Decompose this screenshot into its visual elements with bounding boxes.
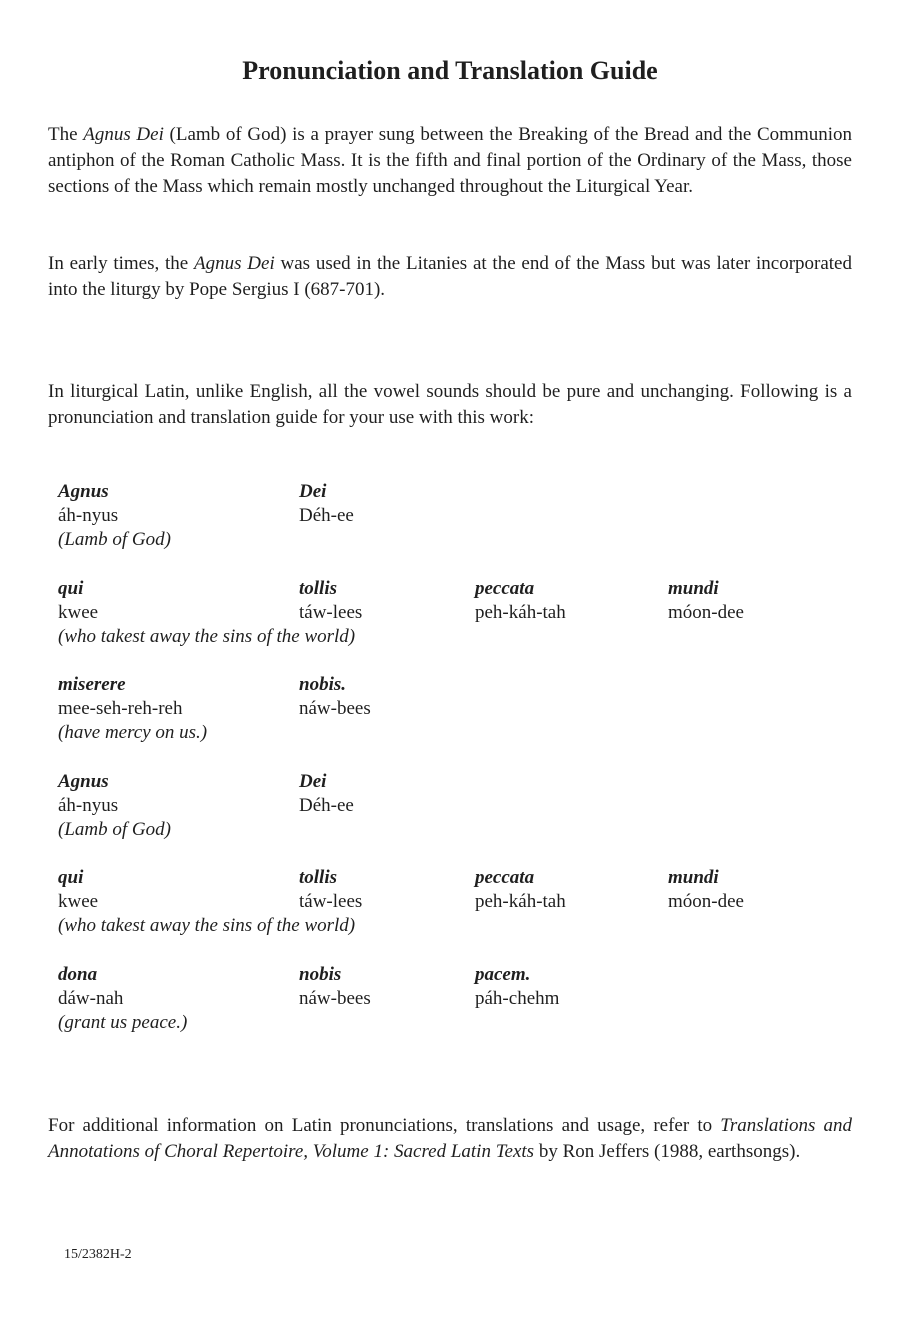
guide-row	[58, 866, 852, 963]
latin-word: qui	[58, 577, 84, 599]
guide-word	[58, 577, 98, 625]
latin-word: peccata	[475, 577, 535, 599]
guide-word	[299, 577, 362, 625]
agnus-dei-italic: Agnus Dei	[194, 253, 275, 274]
latin-word: Agnus	[58, 481, 109, 502]
latin-word: Dei	[299, 770, 327, 792]
pronunciation: Déh-ee	[299, 794, 354, 816]
intro-paragraph-2: In early times, the Agnus Dei was used in the Litanies at the end of the Mass but was later incorporated into the liturgy by Pope Sergius I (687-701).	[48, 253, 852, 300]
guide-word	[299, 866, 362, 914]
pronunciation: dáw-nah	[58, 987, 124, 1009]
guide-word	[475, 577, 566, 625]
pronunciation: táw-lees	[299, 601, 363, 623]
latin-word: mundi	[668, 867, 719, 888]
latin-word: peccata	[475, 867, 535, 888]
guide-word	[58, 866, 98, 914]
guide-row	[58, 963, 852, 1060]
pronunciation-guide-table	[58, 480, 852, 1059]
intro-paragraph-1: The Agnus Dei (Lamb of God) is a prayer sung between the Breaking of the Bread and the Communion antiphon of the Roman Catholic Mass. It is the fifth and final portion of the Ordinary of the Mass, those sections of the Mass which remain mostly unchanged throughout the Liturgical Year.	[48, 124, 853, 197]
translation: (grant us peace.)	[58, 1011, 188, 1033]
pronunciation: peh-káh-tah	[475, 891, 566, 912]
latin-word: Dei	[299, 481, 327, 502]
latin-word: tollis	[299, 577, 338, 599]
guide-word	[58, 480, 118, 528]
pronunciation: táw-lees	[299, 891, 363, 912]
latin-word: mundi	[668, 577, 719, 599]
guide-row	[58, 770, 852, 867]
agnus-dei-italic: Agnus Dei	[83, 124, 164, 145]
guide-word	[299, 480, 354, 528]
pronunciation: páh-chehm	[475, 987, 560, 1009]
translation: (who takest away the sins of the world)	[58, 915, 356, 936]
latin-word: miserere	[58, 674, 126, 695]
pronunciation: móon-dee	[668, 601, 744, 623]
pronunciation: peh-káh-tah	[475, 601, 566, 623]
catalog-number: 15/2382H-2	[64, 1247, 132, 1262]
latin-word: Agnus	[58, 770, 109, 792]
pronunciation: Déh-ee	[299, 505, 354, 526]
page-title: Pronunciation and Translation Guide	[242, 56, 658, 85]
pronunciation: móon-dee	[668, 891, 744, 912]
translation: (have mercy on us.)	[58, 722, 208, 743]
guide-word	[299, 673, 371, 721]
guide-row	[58, 577, 852, 674]
pronunciation: áh-nyus	[58, 794, 119, 816]
guide-word	[58, 770, 118, 818]
pronunciation: náw-bees	[299, 987, 371, 1009]
pronunciation: kwee	[58, 891, 99, 912]
guide-word	[475, 963, 559, 1011]
guide-word	[475, 866, 566, 914]
latin-word: pacem.	[475, 963, 531, 985]
translation: (Lamb of God)	[58, 529, 171, 550]
guide-word	[58, 673, 182, 721]
guide-word	[668, 577, 744, 625]
pronunciation: náw-bees	[299, 698, 371, 719]
guide-row	[58, 480, 852, 577]
translation: (who takest away the sins of the world)	[58, 625, 356, 647]
translation: (Lamb of God)	[58, 818, 171, 840]
pronunciation: mee-seh-reh-reh	[58, 698, 183, 719]
guide-word	[299, 963, 371, 1011]
pronunciation: áh-nyus	[58, 505, 119, 526]
guide-word	[299, 770, 354, 818]
latin-word: nobis.	[299, 674, 346, 695]
guide-row	[58, 673, 852, 770]
latin-word: tollis	[299, 867, 338, 888]
intro-paragraph-3: In liturgical Latin, unlike English, all the vowel sounds should be pure and unchanging. Following is a pronunciation and translation guide for your use with this work:	[48, 381, 852, 428]
latin-word: qui	[58, 867, 84, 888]
closing-paragraph: For additional information on Latin pronunciations, translations and usage, refer to Translations and Annotations of Choral Repertoire, Volume 1: Sacred Latin Texts by Ron Jeffers (1988, earthsongs).	[48, 1115, 852, 1162]
latin-word: dona	[58, 963, 98, 985]
guide-word	[668, 866, 744, 914]
latin-word: nobis	[299, 963, 342, 985]
pronunciation: kwee	[58, 601, 99, 623]
reference-title: Translations and Annotations of Choral Repertoire, Volume 1: Sacred Latin Texts	[48, 1115, 852, 1162]
guide-word	[58, 963, 123, 1011]
